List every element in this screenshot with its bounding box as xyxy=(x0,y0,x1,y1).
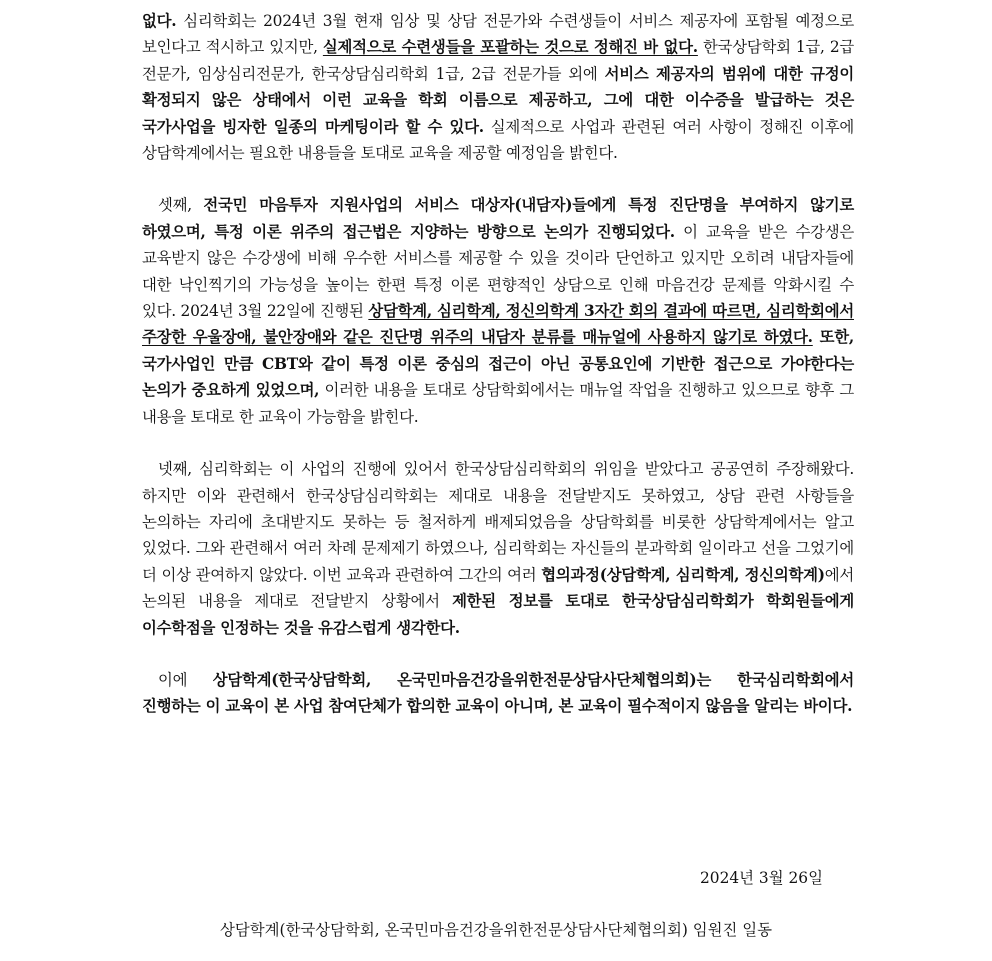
text-regular: 실제적으로 사업과 관련된 여러 사항이 정해진 이후에 상담학계에서는 필요한 내용들을 토대로 교육을 제공할 예정임을 밝힌다. xyxy=(142,117,855,163)
text-regular: 한국상담학회 1급, 2급 전문가, 임상심리전문가, 한국상담심리학회 1급, 2급 전문가들 외에 xyxy=(142,38,854,83)
document-body xyxy=(142,8,854,720)
paragraph-fourth xyxy=(142,456,854,641)
text-regular: 셋째, xyxy=(158,196,204,215)
document-date: 2024년 3월 26일 xyxy=(700,869,823,887)
text-bold: 제한된 정보를 토대로 한국상담심리학회가 학회원들에게 이수학점을 인정하는 것을 유감스럽게 생각한다. xyxy=(142,592,854,637)
text-bold: 전국민 마음투자 지원사업의 서비스 대상자(내담자)들에게 특정 진단명을 부여하지 않기로 하였으며, 특정 이론 위주의 접근법은 지양하는 방향으로 논의가 진행되었다. xyxy=(142,196,854,241)
text-bold: 서비스 제공자의 범위에 대한 규정이 확정되지 않은 상태에서 이런 교육을 학회 이름으로 제공하고, 그에 대한 이수증을 발급하는 것은 국가사업을 빙자한 일종의 마케팅이라 할 수 있다. xyxy=(142,64,854,136)
text-bold: 상담학계(한국상담학회, 온국민마음건강을위한전문상담사단체협의회)는 한국심리학회에서 진행하는 이 교육이 본 사업 참여단체가 합의한 교육이 아니며, 본 교육이 필수적이지 않음을 알리는 바이다. xyxy=(142,670,854,716)
text-regular: 이러한 내용을 토대로 상담학회에서는 매뉴얼 작업을 진행하고 있으므로 향후 그 내용을 토대로 한 교육이 가능함을 밝힌다. xyxy=(142,381,854,426)
text-regular: 이 교육을 받은 수강생은 교육받지 않은 수강생에 비해 우수한 서비스를 제공할 수 있을 것이라 단언하고 있지만 오히려 내담자들에 대한 낙인찍기의 가능성을 높이는 한편 특정 이론 편향적인 상담으로 인해 마음건강 문제를 악화시킬 수 있다. 2024년 3월 22일에 진행된 xyxy=(142,222,854,321)
text-bold: 없다. xyxy=(142,12,177,30)
text-bold: 또한, 국가사업인 만큼 CBT와 같이 특정 이론 중심의 접근이 아닌 공통요인에 기반한 접근으로 가야한다는 논의가 중요하게 있었으며, xyxy=(142,328,855,400)
signature-line: 상담학계(한국상담학회, 온국민마음건강을위한전문상담사단체협의회) 임원진 일동 xyxy=(220,921,772,939)
text-regular: 넷째, 심리학회는 이 사업의 진행에 있어서 한국상담심리학회의 위임을 받았다고 공공연히 주장해왔다. 하지만 이와 관련해서 한국상담심리학회는 제대로 내용을 전달받지도 못하였고, 상담 관련 사항들을 논의하는 자리에 초대받지도 못하는 등 철저하게 배제되었음을 상담학회를 비롯한 상담학계에서는 알고 있었다. 그와 관련해서 여러 차례 문제제기 하였으나, 심리학회는 자신들의 분과학회 일이라고 선을 그었기에 더 이상 관여하지 않았다. 이번 교육과 관련하여 그간의 여러 xyxy=(142,460,854,584)
text-bold: 협의과정(상담학계, 심리학계, 정신의학계) xyxy=(541,565,825,584)
text-regular: 이에 xyxy=(158,670,213,689)
text-regular: 심리학회는 2024년 3월 현재 임상 및 상담 전문가와 수련생들이 서비스 제공자에 포함될 예정으로 보인다고 적시하고 있지만, xyxy=(142,12,854,57)
text-regular: 에서 논의된 내용을 제대로 전달받지 상황에서 xyxy=(142,565,854,611)
paragraph-third xyxy=(142,192,854,430)
text-bold-underlined: 상담학계, 심리학계, 정신의학계 3자간 회의 결과에 따르면, 심리학회에서 주장한 우울장애, 불안장애와 같은 진단명 위주의 내담자 분류를 매뉴얼에 사용하지 않기로 하였다. xyxy=(142,302,854,347)
paragraph-conclusion xyxy=(142,667,854,720)
text-bold-underlined: 실제적으로 수련생들을 포괄하는 것으로 정해진 바 없다. xyxy=(322,38,698,57)
paragraph-service-providers xyxy=(142,8,854,166)
